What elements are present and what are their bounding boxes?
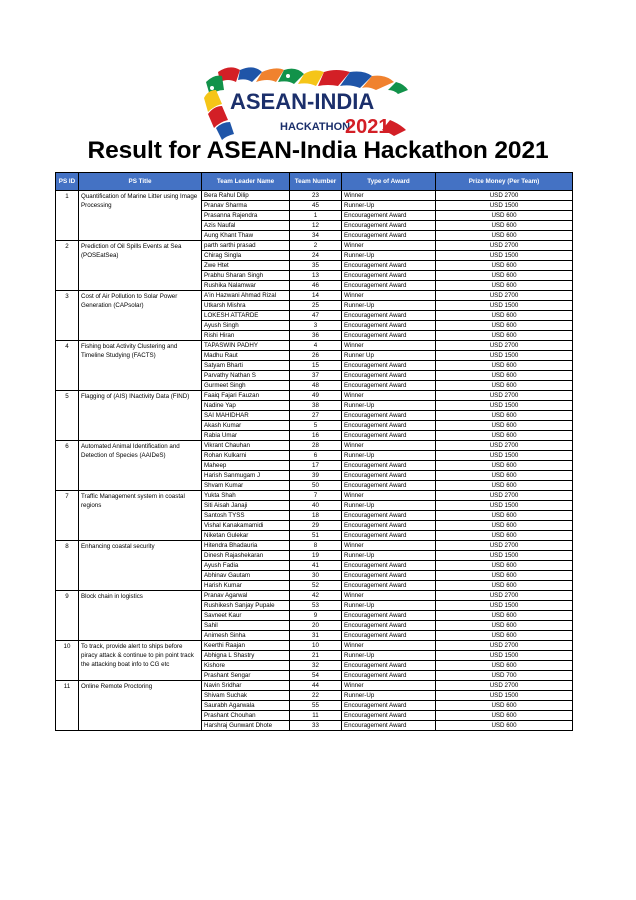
team-number-cell: 36 <box>290 331 342 341</box>
team-leader-cell: Yukta Shah <box>202 491 290 501</box>
team-leader-cell: Shvam Kumar <box>202 481 290 491</box>
award-type-cell: Encouragement Award <box>342 471 436 481</box>
team-number-cell: 11 <box>290 711 342 721</box>
team-number-cell: 13 <box>290 271 342 281</box>
team-number-cell: 7 <box>290 491 342 501</box>
award-type-cell: Encouragement Award <box>342 531 436 541</box>
team-leader-cell: Rushika Nalamwar <box>202 281 290 291</box>
team-number-cell: 30 <box>290 571 342 581</box>
prize-money-cell: USD 600 <box>436 521 573 531</box>
team-number-cell: 44 <box>290 681 342 691</box>
logo-graphic <box>200 60 440 142</box>
award-type-cell: Winner <box>342 641 436 651</box>
award-type-cell: Encouragement Award <box>342 481 436 491</box>
award-type-cell: Encouragement Award <box>342 621 436 631</box>
team-leader-cell: Niketan Gulekar <box>202 531 290 541</box>
award-type-cell: Encouragement Award <box>342 461 436 471</box>
team-number-cell: 34 <box>290 231 342 241</box>
team-number-cell: 20 <box>290 621 342 631</box>
team-number-cell: 49 <box>290 391 342 401</box>
prize-money-cell: USD 2700 <box>436 441 573 451</box>
ps-id-cell: 5 <box>56 391 79 441</box>
ps-title-cell: Fishing boat Activity Clustering and Timeline Studying (FACTS) <box>79 341 202 391</box>
prize-money-cell: USD 1500 <box>436 351 573 361</box>
team-leader-cell: Santosh TYSS <box>202 511 290 521</box>
team-number-cell: 14 <box>290 291 342 301</box>
prize-money-cell: USD 600 <box>436 331 573 341</box>
team-number-cell: 48 <box>290 381 342 391</box>
award-type-cell: Winner <box>342 291 436 301</box>
team-leader-cell: Saurabh Agarwala <box>202 701 290 711</box>
team-number-cell: 55 <box>290 701 342 711</box>
prize-money-cell: USD 600 <box>436 371 573 381</box>
team-number-cell: 5 <box>290 421 342 431</box>
prize-money-cell: USD 600 <box>436 581 573 591</box>
team-leader-cell: SAI MAHIDHAR <box>202 411 290 421</box>
asean-india-hackathon-logo <box>200 60 440 142</box>
prize-money-cell: USD 600 <box>436 571 573 581</box>
ps-id-cell: 1 <box>56 191 79 241</box>
header-team-leader: Team Leader Name <box>202 173 290 191</box>
team-number-cell: 26 <box>290 351 342 361</box>
award-type-cell: Encouragement Award <box>342 261 436 271</box>
team-number-cell: 37 <box>290 371 342 381</box>
team-leader-cell: Hitendra Bhadauria <box>202 541 290 551</box>
prize-money-cell: USD 1500 <box>436 601 573 611</box>
prize-money-cell: USD 600 <box>436 381 573 391</box>
table-row <box>56 491 573 501</box>
ps-id-cell: 10 <box>56 641 79 681</box>
results-table <box>55 172 573 731</box>
team-leader-cell: parth sarthi prasad <box>202 241 290 251</box>
award-type-cell: Winner <box>342 541 436 551</box>
logo-word: HACKATHON <box>280 121 351 133</box>
team-leader-cell: TAPASWIN PADHY <box>202 341 290 351</box>
prize-money-cell: USD 600 <box>436 471 573 481</box>
team-number-cell: 27 <box>290 411 342 421</box>
award-type-cell: Encouragement Award <box>342 561 436 571</box>
prize-money-cell: USD 600 <box>436 481 573 491</box>
ps-title-cell: Flagging of (AIS) INactivity Data (FIND) <box>79 391 202 441</box>
team-leader-cell: Chirag Singla <box>202 251 290 261</box>
award-type-cell: Winner <box>342 591 436 601</box>
award-type-cell: Encouragement Award <box>342 411 436 421</box>
ps-title-cell: To track, provide alert to ships before piracy attack & continue to pin point track the attacking boat info to CG etc <box>79 641 202 681</box>
header-team-number: Team Number <box>290 173 342 191</box>
prize-money-cell: USD 2700 <box>436 291 573 301</box>
award-type-cell: Encouragement Award <box>342 631 436 641</box>
prize-money-cell: USD 600 <box>436 261 573 271</box>
team-leader-cell: Prashant Chouhan <box>202 711 290 721</box>
award-type-cell: Winner <box>342 441 436 451</box>
award-type-cell: Winner <box>342 491 436 501</box>
team-number-cell: 39 <box>290 471 342 481</box>
ps-id-cell: 7 <box>56 491 79 541</box>
prize-money-cell: USD 1500 <box>436 401 573 411</box>
team-leader-cell: Aung Khant Thaw <box>202 231 290 241</box>
award-type-cell: Encouragement Award <box>342 711 436 721</box>
award-type-cell: Winner <box>342 191 436 201</box>
team-number-cell: 45 <box>290 201 342 211</box>
team-leader-cell: Dinesh Rajashekaran <box>202 551 290 561</box>
team-number-cell: 3 <box>290 321 342 331</box>
prize-money-cell: USD 600 <box>436 511 573 521</box>
header-prize-money: Prize Money (Per Team) <box>436 173 573 191</box>
results-body <box>56 191 573 731</box>
team-leader-cell: Pranav Sharma <box>202 201 290 211</box>
team-number-cell: 15 <box>290 361 342 371</box>
ps-id-cell: 11 <box>56 681 79 731</box>
award-type-cell: Encouragement Award <box>342 331 436 341</box>
award-type-cell: Encouragement Award <box>342 431 436 441</box>
award-type-cell: Runner-Up <box>342 501 436 511</box>
award-type-cell: Runner-Up <box>342 601 436 611</box>
team-leader-cell: Sahil <box>202 621 290 631</box>
team-number-cell: 10 <box>290 641 342 651</box>
ps-title-cell: Automated Animal Identification and Detection of Species (AAIDeS) <box>79 441 202 491</box>
team-leader-cell: Harish Sanmugam J <box>202 471 290 481</box>
prize-money-cell: USD 600 <box>436 411 573 421</box>
ps-title-cell: Traffic Management system in coastal regions <box>79 491 202 541</box>
team-leader-cell: Animesh Sinha <box>202 631 290 641</box>
prize-money-cell: USD 2700 <box>436 641 573 651</box>
team-leader-cell: Utkarsh Mishra <box>202 301 290 311</box>
team-leader-cell: Maheep <box>202 461 290 471</box>
table-row <box>56 241 573 251</box>
team-leader-cell: Rohan Kulkarni <box>202 451 290 461</box>
award-type-cell: Encouragement Award <box>342 271 436 281</box>
team-number-cell: 28 <box>290 441 342 451</box>
table-row <box>56 391 573 401</box>
team-number-cell: 25 <box>290 301 342 311</box>
team-leader-cell: LOKESH ATTARDE <box>202 311 290 321</box>
logo-line1: ASEAN-INDIA <box>230 89 375 114</box>
team-number-cell: 19 <box>290 551 342 561</box>
award-type-cell: Encouragement Award <box>342 381 436 391</box>
award-type-cell: Runner-Up <box>342 451 436 461</box>
award-type-cell: Encouragement Award <box>342 721 436 731</box>
team-leader-cell: Rabia Umar <box>202 431 290 441</box>
team-number-cell: 23 <box>290 191 342 201</box>
ps-id-cell: 3 <box>56 291 79 341</box>
award-type-cell: Encouragement Award <box>342 421 436 431</box>
prize-money-cell: USD 600 <box>436 621 573 631</box>
award-type-cell: Encouragement Award <box>342 371 436 381</box>
prize-money-cell: USD 600 <box>436 701 573 711</box>
header-ps-id: PS ID <box>56 173 79 191</box>
ps-id-cell: 9 <box>56 591 79 641</box>
team-number-cell: 8 <box>290 541 342 551</box>
team-number-cell: 35 <box>290 261 342 271</box>
prize-money-cell: USD 600 <box>436 221 573 231</box>
team-leader-cell: A'in Hazwani Ahmad Rizal <box>202 291 290 301</box>
prize-money-cell: USD 1500 <box>436 201 573 211</box>
team-leader-cell: Gurmeet Singh <box>202 381 290 391</box>
team-leader-cell: Keerthi Raajan <box>202 641 290 651</box>
award-type-cell: Encouragement Award <box>342 211 436 221</box>
prize-money-cell: USD 700 <box>436 671 573 681</box>
prize-money-cell: USD 600 <box>436 281 573 291</box>
award-type-cell: Runner-Up <box>342 401 436 411</box>
ps-id-cell: 8 <box>56 541 79 591</box>
award-type-cell: Encouragement Award <box>342 281 436 291</box>
award-type-cell: Runner Up <box>342 351 436 361</box>
team-number-cell: 31 <box>290 631 342 641</box>
team-number-cell: 38 <box>290 401 342 411</box>
award-type-cell: Encouragement Award <box>342 231 436 241</box>
award-type-cell: Winner <box>342 241 436 251</box>
prize-money-cell: USD 2700 <box>436 541 573 551</box>
prize-money-cell: USD 1500 <box>436 501 573 511</box>
team-number-cell: 22 <box>290 691 342 701</box>
award-type-cell: Runner-Up <box>342 651 436 661</box>
award-type-cell: Encouragement Award <box>342 361 436 371</box>
prize-money-cell: USD 2700 <box>436 341 573 351</box>
prize-money-cell: USD 2700 <box>436 491 573 501</box>
prize-money-cell: USD 2700 <box>436 191 573 201</box>
team-number-cell: 9 <box>290 611 342 621</box>
team-leader-cell: Harshraj Gunwant Dhote <box>202 721 290 731</box>
table-row <box>56 441 573 451</box>
team-leader-cell: Prasanna Rajendra <box>202 211 290 221</box>
prize-money-cell: USD 600 <box>436 611 573 621</box>
prize-money-cell: USD 600 <box>436 721 573 731</box>
table-row <box>56 291 573 301</box>
ps-id-cell: 2 <box>56 241 79 291</box>
page-title: Result for ASEAN-India Hackathon 2021 <box>87 137 549 164</box>
team-leader-cell: Faaiq Fajari Fauzan <box>202 391 290 401</box>
ps-id-cell: 4 <box>56 341 79 391</box>
award-type-cell: Encouragement Award <box>342 311 436 321</box>
logo-year: 2021 <box>345 116 390 138</box>
team-number-cell: 42 <box>290 591 342 601</box>
award-type-cell: Encouragement Award <box>342 611 436 621</box>
prize-money-cell: USD 600 <box>436 271 573 281</box>
team-number-cell: 32 <box>290 661 342 671</box>
award-type-cell: Encouragement Award <box>342 321 436 331</box>
award-type-cell: Runner-Up <box>342 691 436 701</box>
award-type-cell: Encouragement Award <box>342 701 436 711</box>
team-leader-cell: Zwe Htet <box>202 261 290 271</box>
prize-money-cell: USD 600 <box>436 311 573 321</box>
prize-money-cell: USD 2700 <box>436 591 573 601</box>
ps-id-cell: 6 <box>56 441 79 491</box>
prize-money-cell: USD 1500 <box>436 551 573 561</box>
team-leader-cell: Shivam Suchak <box>202 691 290 701</box>
prize-money-cell: USD 600 <box>436 321 573 331</box>
header-award-type: Type of Award <box>342 173 436 191</box>
team-leader-cell: Kishore <box>202 661 290 671</box>
team-number-cell: 41 <box>290 561 342 571</box>
ps-title-cell: Cost of Air Pollution to Solar Power Generation (CAPsolar) <box>79 291 202 341</box>
prize-money-cell: USD 1500 <box>436 251 573 261</box>
team-leader-cell: Rushikesh Sanjay Pupale <box>202 601 290 611</box>
team-leader-cell: Rishi Hiran <box>202 331 290 341</box>
team-number-cell: 53 <box>290 601 342 611</box>
team-leader-cell: Parvathy Nathan S <box>202 371 290 381</box>
team-leader-cell: Ayush Fadia <box>202 561 290 571</box>
award-type-cell: Winner <box>342 681 436 691</box>
team-leader-cell: Bera Rahul Dilip <box>202 191 290 201</box>
team-leader-cell: Abhigna L Shastry <box>202 651 290 661</box>
table-row <box>56 681 573 691</box>
prize-money-cell: USD 1500 <box>436 301 573 311</box>
award-type-cell: Encouragement Award <box>342 511 436 521</box>
table-row <box>56 191 573 201</box>
team-leader-cell: Prabhu Sharan Singh <box>202 271 290 281</box>
team-leader-cell: Pranav Agarwal <box>202 591 290 601</box>
prize-money-cell: USD 600 <box>436 661 573 671</box>
team-leader-cell: Prashant Sengar <box>202 671 290 681</box>
award-type-cell: Runner-Up <box>342 301 436 311</box>
team-number-cell: 2 <box>290 241 342 251</box>
team-leader-cell: Abhinav Gautam <box>202 571 290 581</box>
team-leader-cell: Siti Aisah Janaji <box>202 501 290 511</box>
table-row <box>56 641 573 651</box>
team-number-cell: 50 <box>290 481 342 491</box>
ps-title-cell: Prediction of Oil Spills Events at Sea (POSEatSea) <box>79 241 202 291</box>
prize-money-cell: USD 600 <box>436 561 573 571</box>
team-number-cell: 16 <box>290 431 342 441</box>
team-leader-cell: Vikrant Chauhan <box>202 441 290 451</box>
award-type-cell: Encouragement Award <box>342 671 436 681</box>
table-header-row <box>56 173 573 191</box>
team-number-cell: 47 <box>290 311 342 321</box>
ps-title-cell: Enhancing coastal security <box>79 541 202 591</box>
award-type-cell: Winner <box>342 341 436 351</box>
team-number-cell: 18 <box>290 511 342 521</box>
team-number-cell: 46 <box>290 281 342 291</box>
table-row <box>56 541 573 551</box>
team-number-cell: 12 <box>290 221 342 231</box>
award-type-cell: Runner-Up <box>342 201 436 211</box>
team-number-cell: 1 <box>290 211 342 221</box>
header-ps-title: PS Title <box>79 173 202 191</box>
award-type-cell: Runner-Up <box>342 251 436 261</box>
prize-money-cell: USD 600 <box>436 631 573 641</box>
prize-money-cell: USD 600 <box>436 531 573 541</box>
team-number-cell: 51 <box>290 531 342 541</box>
team-leader-cell: Akash Kumar <box>202 421 290 431</box>
team-number-cell: 52 <box>290 581 342 591</box>
award-type-cell: Encouragement Award <box>342 571 436 581</box>
prize-money-cell: USD 600 <box>436 461 573 471</box>
team-number-cell: 17 <box>290 461 342 471</box>
award-type-cell: Encouragement Award <box>342 521 436 531</box>
team-number-cell: 29 <box>290 521 342 531</box>
team-number-cell: 4 <box>290 341 342 351</box>
ps-title-cell: Quantification of Marine Litter using Image Processing <box>79 191 202 241</box>
team-leader-cell: Navin Sridhar <box>202 681 290 691</box>
prize-money-cell: USD 600 <box>436 421 573 431</box>
team-leader-cell: Ayush Singh <box>202 321 290 331</box>
prize-money-cell: USD 600 <box>436 711 573 721</box>
prize-money-cell: USD 1500 <box>436 451 573 461</box>
prize-money-cell: USD 2700 <box>436 681 573 691</box>
team-leader-cell: Madhu Raut <box>202 351 290 361</box>
team-leader-cell: Savneet Kaur <box>202 611 290 621</box>
prize-money-cell: USD 1500 <box>436 691 573 701</box>
team-leader-cell: Satyam Bharti <box>202 361 290 371</box>
prize-money-cell: USD 600 <box>436 431 573 441</box>
team-leader-cell: Azis Naufal <box>202 221 290 231</box>
team-leader-cell: Harish Kumar <box>202 581 290 591</box>
ps-title-cell: Block chain in logistics <box>79 591 202 641</box>
table-row <box>56 591 573 601</box>
team-number-cell: 33 <box>290 721 342 731</box>
prize-money-cell: USD 2700 <box>436 391 573 401</box>
team-number-cell: 40 <box>290 501 342 511</box>
prize-money-cell: USD 2700 <box>436 241 573 251</box>
prize-money-cell: USD 1500 <box>436 651 573 661</box>
award-type-cell: Encouragement Award <box>342 661 436 671</box>
prize-money-cell: USD 600 <box>436 361 573 371</box>
prize-money-cell: USD 600 <box>436 231 573 241</box>
prize-money-cell: USD 600 <box>436 211 573 221</box>
ps-title-cell: Online Remote Proctoring <box>79 681 202 731</box>
team-number-cell: 24 <box>290 251 342 261</box>
team-leader-cell: Vishal Kanakamamidi <box>202 521 290 531</box>
award-type-cell: Runner-Up <box>342 551 436 561</box>
award-type-cell: Encouragement Award <box>342 581 436 591</box>
table-row <box>56 341 573 351</box>
award-type-cell: Winner <box>342 391 436 401</box>
team-number-cell: 54 <box>290 671 342 681</box>
team-number-cell: 21 <box>290 651 342 661</box>
team-leader-cell: Nadine Yap <box>202 401 290 411</box>
team-number-cell: 6 <box>290 451 342 461</box>
award-type-cell: Encouragement Award <box>342 221 436 231</box>
